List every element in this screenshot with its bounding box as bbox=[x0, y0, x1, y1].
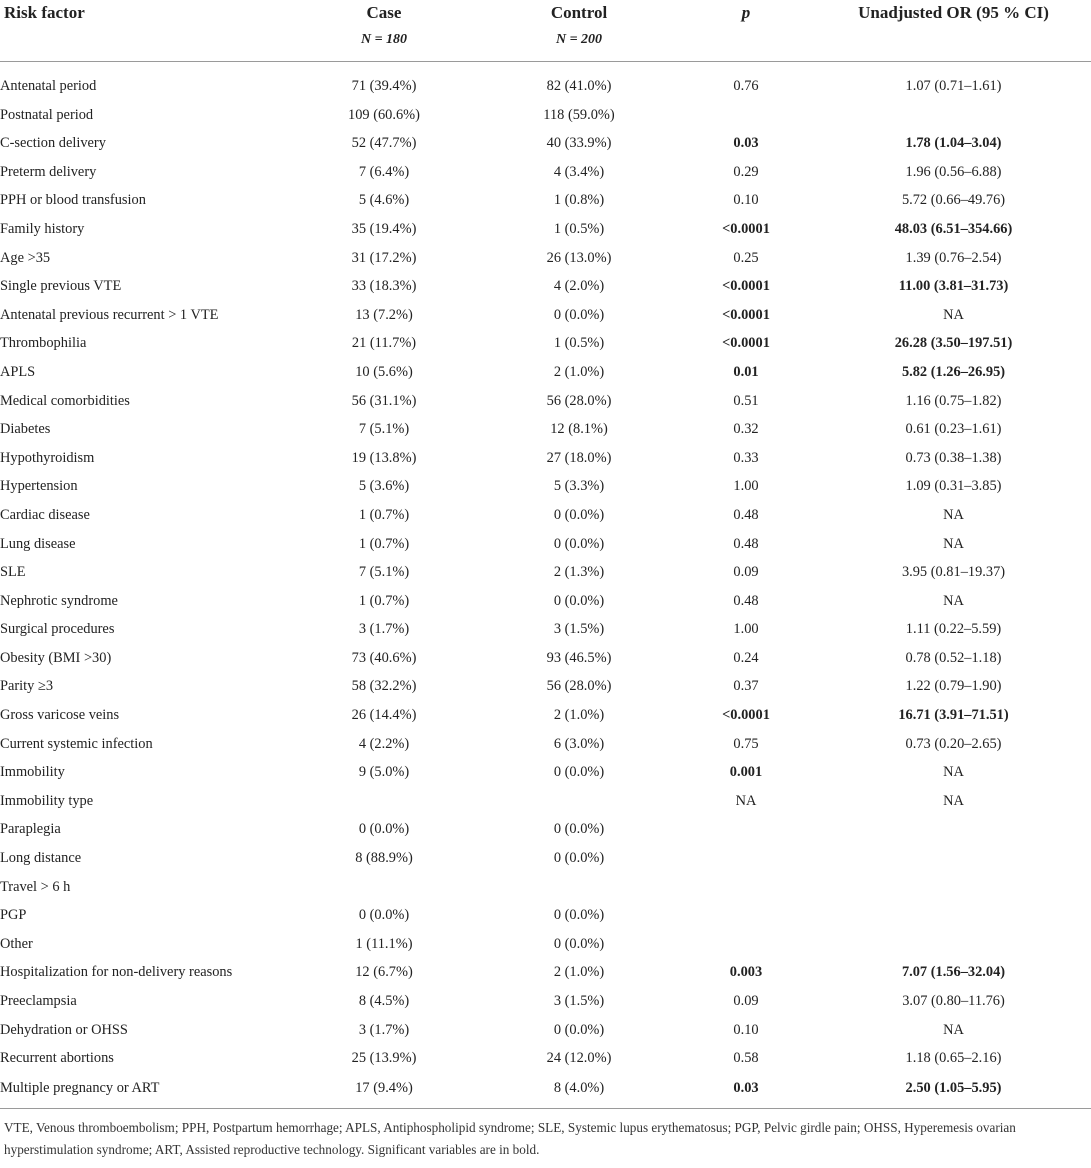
cell-control: 3 (1.5%) bbox=[553, 621, 605, 638]
cell-p-value: 0.10 bbox=[733, 1021, 759, 1038]
cell-risk-factor: C-section delivery bbox=[0, 135, 106, 152]
header-risk-factor: Risk factor bbox=[4, 3, 85, 22]
cell-p-value: 0.25 bbox=[733, 249, 759, 266]
cell-control: 0 (0.0%) bbox=[553, 306, 605, 323]
cell-odds-ratio: 0.73 (0.20–2.65) bbox=[905, 735, 1002, 752]
table-row bbox=[0, 244, 1091, 273]
cell-risk-factor: Thrombophilia bbox=[0, 335, 87, 352]
cell-control: 0 (0.0%) bbox=[553, 535, 605, 552]
cell-control: 1 (0.8%) bbox=[553, 192, 605, 209]
header-control-n bbox=[482, 27, 676, 62]
cell-odds-ratio: NA bbox=[943, 1021, 964, 1038]
cell-control: 2 (1.0%) bbox=[553, 707, 605, 724]
cell-p-value: 0.09 bbox=[733, 564, 759, 581]
cell-control: 0 (0.0%) bbox=[553, 1021, 605, 1038]
cell-case: 1 (11.1%) bbox=[355, 935, 413, 952]
cell-odds-ratio: NA bbox=[943, 306, 964, 323]
control-n-label: N = 200 bbox=[555, 32, 603, 47]
cell-odds-ratio: 26.28 (3.50–197.51) bbox=[894, 335, 1013, 352]
cell-risk-factor: Medical comorbidities bbox=[0, 392, 130, 409]
cell-odds-ratio: 1.11 (0.22–5.59) bbox=[905, 621, 1002, 638]
cell-risk-factor: SLE bbox=[0, 564, 26, 581]
cell-case: 13 (7.2%) bbox=[355, 306, 413, 323]
table-row bbox=[0, 758, 1091, 787]
cell-control: 12 (8.1%) bbox=[550, 421, 608, 438]
cell-p-value bbox=[676, 101, 816, 130]
cell-odds-ratio: NA bbox=[943, 592, 964, 609]
table-row bbox=[0, 930, 1091, 959]
cell-risk-factor: Recurrent abortions bbox=[0, 1050, 114, 1067]
cell-risk-factor: Paraplegia bbox=[0, 821, 61, 838]
table-row bbox=[0, 272, 1091, 301]
cell-odds-ratio: NA bbox=[943, 506, 964, 523]
cell-odds-ratio: 1.22 (0.79–1.90) bbox=[905, 678, 1002, 695]
cell-odds-ratio: 1.07 (0.71–1.61) bbox=[905, 78, 1002, 94]
table-body bbox=[0, 62, 1091, 1104]
cell-p-value bbox=[676, 844, 816, 873]
cell-case: 71 (39.4%) bbox=[351, 78, 417, 94]
cell-control: 0 (0.0%) bbox=[553, 907, 605, 924]
cell-risk-factor: Surgical procedures bbox=[0, 621, 115, 638]
cell-risk-factor: Hypothyroidism bbox=[0, 449, 95, 466]
cell-case: 3 (1.7%) bbox=[358, 621, 410, 638]
table-row bbox=[0, 558, 1091, 587]
cell-p-value: 0.10 bbox=[733, 192, 759, 209]
cell-risk-factor: Family history bbox=[0, 220, 85, 237]
table-row bbox=[0, 787, 1091, 816]
header-spacer bbox=[816, 27, 1091, 62]
cell-risk-factor: Diabetes bbox=[0, 421, 51, 438]
cell-risk-factor: Current systemic infection bbox=[0, 735, 153, 752]
header-p-value: p bbox=[741, 3, 751, 22]
cell-odds-ratio: 1.16 (0.75–1.82) bbox=[905, 392, 1002, 409]
cell-p-value: 0.75 bbox=[733, 735, 759, 752]
cell-odds-ratio: 5.72 (0.66–49.76) bbox=[901, 192, 1006, 209]
cell-odds-ratio: 3.95 (0.81–19.37) bbox=[901, 564, 1006, 581]
cell-p-value: 1.00 bbox=[733, 621, 759, 638]
cell-odds-ratio: 5.82 (1.26–26.95) bbox=[901, 363, 1006, 380]
cell-case: 52 (47.7%) bbox=[351, 135, 417, 152]
table-row bbox=[0, 329, 1091, 358]
cell-case: 7 (5.1%) bbox=[358, 564, 410, 581]
header-case-n bbox=[286, 27, 482, 62]
cell-risk-factor: Dehydration or OHSS bbox=[0, 1021, 128, 1038]
table-row bbox=[0, 987, 1091, 1016]
cell-control: 118 (59.0%) bbox=[543, 106, 615, 123]
cell-p-value: 0.001 bbox=[729, 764, 763, 781]
cell-odds-ratio: NA bbox=[943, 764, 964, 781]
cell-p-value: 0.51 bbox=[733, 392, 759, 409]
table-row bbox=[0, 958, 1091, 987]
cell-risk-factor: Hospitalization for non-delivery reasons bbox=[0, 964, 233, 981]
cell-risk-factor: Age >35 bbox=[0, 249, 51, 266]
cell-case: 5 (4.6%) bbox=[358, 192, 410, 209]
table-row bbox=[0, 873, 1091, 902]
cell-odds-ratio bbox=[816, 873, 1091, 902]
cell-odds-ratio: 2.50 (1.05–5.95) bbox=[905, 1079, 1002, 1096]
table-row bbox=[0, 501, 1091, 530]
cell-p-value bbox=[676, 873, 816, 902]
table-row bbox=[0, 730, 1091, 759]
header-case: Case bbox=[366, 3, 402, 22]
cell-control: 0 (0.0%) bbox=[553, 935, 605, 952]
cell-p-value: 0.003 bbox=[729, 964, 763, 981]
case-n-label: N = 180 bbox=[360, 32, 408, 47]
cell-risk-factor: Antenatal previous recurrent > 1 VTE bbox=[0, 306, 219, 323]
table-row bbox=[0, 415, 1091, 444]
cell-risk-factor: PPH or blood transfusion bbox=[0, 192, 146, 209]
table-row bbox=[0, 444, 1091, 473]
cell-control: 2 (1.0%) bbox=[553, 363, 605, 380]
cell-odds-ratio: 0.61 (0.23–1.61) bbox=[905, 421, 1002, 438]
table-row bbox=[0, 587, 1091, 616]
header-spacer bbox=[0, 27, 286, 62]
cell-risk-factor: Preeclampsia bbox=[0, 993, 77, 1009]
header-spacer bbox=[676, 27, 816, 62]
cell-risk-factor: Immobility type bbox=[0, 792, 94, 809]
table-row bbox=[0, 530, 1091, 559]
table-footnote: VTE, Venous thromboembolism; PPH, Postpartum hemorrhage; APLS, Antiphospholipid syndrome; SLE, Systemic lupus erythematosus; PGP, Pelvic girdle pain; OHSS, Hyperemesis ovarian hyperstimulation syndrome; ART, Assisted reproductive technology. Significant variables are in bold. bbox=[0, 1108, 1091, 1161]
cell-odds-ratio: 1.78 (1.04–3.04) bbox=[905, 135, 1002, 152]
cell-risk-factor: Antenatal period bbox=[0, 78, 97, 94]
cell-p-value bbox=[676, 901, 816, 930]
cell-risk-factor: Parity ≥3 bbox=[0, 678, 54, 695]
cell-control: 5 (3.3%) bbox=[553, 478, 605, 495]
cell-control: 0 (0.0%) bbox=[553, 592, 605, 609]
table-header bbox=[0, 0, 1091, 62]
cell-case: 17 (9.4%) bbox=[355, 1079, 413, 1096]
cell-case bbox=[286, 873, 482, 902]
cell-p-value: 0.03 bbox=[733, 1079, 759, 1096]
cell-p-value: 0.03 bbox=[733, 135, 759, 152]
cell-case: 9 (5.0%) bbox=[358, 764, 410, 781]
cell-p-value: <0.0001 bbox=[722, 278, 770, 295]
cell-risk-factor: APLS bbox=[0, 363, 36, 380]
cell-case: 5 (3.6%) bbox=[358, 478, 410, 495]
cell-p-value: NA bbox=[735, 792, 757, 809]
cell-control: 8 (4.0%) bbox=[553, 1079, 605, 1096]
cell-control: 56 (28.0%) bbox=[546, 678, 612, 695]
cell-p-value: <0.0001 bbox=[722, 707, 770, 724]
cell-control: 27 (18.0%) bbox=[546, 449, 612, 466]
cell-control: 40 (33.9%) bbox=[546, 135, 612, 152]
table-row bbox=[0, 672, 1091, 701]
cell-case: 109 (60.6%) bbox=[348, 106, 420, 123]
cell-case: 0 (0.0%) bbox=[358, 907, 410, 924]
cell-control: 82 (41.0%) bbox=[546, 78, 612, 94]
cell-p-value: 0.48 bbox=[733, 592, 759, 609]
cell-case: 8 (88.9%) bbox=[355, 850, 413, 867]
cell-case: 56 (31.1%) bbox=[351, 392, 417, 409]
cell-control: 3 (1.5%) bbox=[553, 993, 605, 1009]
table-row bbox=[0, 644, 1091, 673]
cell-p-value: 0.32 bbox=[733, 421, 759, 438]
cell-control bbox=[482, 873, 676, 902]
cell-odds-ratio bbox=[816, 901, 1091, 930]
cell-p-value: 0.48 bbox=[733, 535, 759, 552]
cell-control: 0 (0.0%) bbox=[553, 821, 605, 838]
cell-risk-factor: Preterm delivery bbox=[0, 163, 97, 180]
cell-risk-factor: Cardiac disease bbox=[0, 506, 90, 523]
cell-control: 26 (13.0%) bbox=[546, 249, 612, 266]
cell-odds-ratio bbox=[816, 930, 1091, 959]
cell-p-value: 0.76 bbox=[733, 78, 759, 94]
table-row bbox=[0, 358, 1091, 387]
cell-case: 1 (0.7%) bbox=[358, 535, 410, 552]
cell-odds-ratio: 16.71 (3.91–71.51) bbox=[898, 707, 1009, 724]
cell-case: 8 (4.5%) bbox=[358, 993, 410, 1009]
cell-risk-factor: Single previous VTE bbox=[0, 278, 122, 295]
cell-odds-ratio: 7.07 (1.56–32.04) bbox=[901, 964, 1006, 981]
cell-case: 58 (32.2%) bbox=[351, 678, 417, 695]
cell-risk-factor: Multiple pregnancy or ART bbox=[0, 1079, 160, 1096]
table-row bbox=[0, 215, 1091, 244]
cell-risk-factor: Travel > 6 h bbox=[0, 878, 71, 895]
cell-odds-ratio bbox=[816, 844, 1091, 873]
table-row bbox=[0, 72, 1091, 101]
cell-case bbox=[286, 787, 482, 816]
cell-control bbox=[482, 787, 676, 816]
table-row bbox=[0, 1016, 1091, 1045]
cell-risk-factor: Nephrotic syndrome bbox=[0, 592, 118, 609]
cell-case: 19 (13.8%) bbox=[351, 449, 417, 466]
table-row bbox=[0, 472, 1091, 501]
cell-control: 0 (0.0%) bbox=[553, 850, 605, 867]
table-row bbox=[0, 129, 1091, 158]
table-row bbox=[0, 101, 1091, 130]
table-row bbox=[0, 815, 1091, 844]
table-row bbox=[0, 158, 1091, 187]
cell-p-value bbox=[676, 930, 816, 959]
cell-p-value: <0.0001 bbox=[722, 220, 770, 237]
cell-odds-ratio: 3.07 (0.80–11.76) bbox=[902, 993, 1005, 1009]
cell-risk-factor: PGP bbox=[0, 907, 27, 924]
cell-control: 0 (0.0%) bbox=[553, 764, 605, 781]
cell-control: 1 (0.5%) bbox=[553, 220, 605, 237]
cell-p-value bbox=[676, 815, 816, 844]
cell-p-value: 0.58 bbox=[733, 1050, 759, 1067]
cell-odds-ratio bbox=[816, 101, 1091, 130]
cell-odds-ratio: 1.18 (0.65–2.16) bbox=[905, 1050, 1002, 1067]
cell-odds-ratio: 1.09 (0.31–3.85) bbox=[905, 478, 1002, 495]
cell-control: 4 (2.0%) bbox=[553, 278, 605, 295]
cell-case: 7 (5.1%) bbox=[358, 421, 410, 438]
header-odds-ratio: Unadjusted OR (95 % CI) bbox=[858, 3, 1049, 22]
cell-p-value: 1.00 bbox=[733, 478, 759, 495]
cell-case: 1 (0.7%) bbox=[358, 592, 410, 609]
cell-case: 33 (18.3%) bbox=[351, 278, 417, 295]
cell-control: 56 (28.0%) bbox=[546, 392, 612, 409]
cell-case: 31 (17.2%) bbox=[351, 249, 417, 266]
table-row bbox=[0, 301, 1091, 330]
table-row bbox=[0, 901, 1091, 930]
cell-risk-factor: Gross varicose veins bbox=[0, 707, 120, 724]
cell-case: 21 (11.7%) bbox=[351, 335, 417, 352]
header-control: Control bbox=[550, 3, 608, 22]
cell-case: 10 (5.6%) bbox=[355, 363, 413, 380]
cell-odds-ratio: 0.73 (0.38–1.38) bbox=[905, 449, 1002, 466]
cell-risk-factor: Long distance bbox=[0, 850, 82, 867]
cell-control: 2 (1.0%) bbox=[553, 964, 605, 981]
cell-risk-factor: Other bbox=[0, 935, 33, 952]
table-row bbox=[0, 186, 1091, 215]
table-row bbox=[0, 1044, 1091, 1073]
cell-case: 12 (6.7%) bbox=[355, 964, 413, 981]
cell-case: 25 (13.9%) bbox=[351, 1050, 417, 1067]
cell-control: 4 (3.4%) bbox=[553, 163, 605, 180]
cell-control: 1 (0.5%) bbox=[553, 335, 605, 352]
cell-odds-ratio: 0.78 (0.52–1.18) bbox=[905, 649, 1002, 666]
cell-p-value: 0.37 bbox=[733, 678, 759, 695]
cell-case: 7 (6.4%) bbox=[358, 163, 410, 180]
cell-control: 0 (0.0%) bbox=[553, 506, 605, 523]
cell-case: 1 (0.7%) bbox=[358, 506, 410, 523]
cell-case: 3 (1.7%) bbox=[358, 1021, 410, 1038]
cell-risk-factor: Lung disease bbox=[0, 535, 76, 552]
cell-control: 93 (46.5%) bbox=[546, 649, 612, 666]
table-row bbox=[0, 615, 1091, 644]
table-row bbox=[0, 387, 1091, 416]
cell-case: 26 (14.4%) bbox=[351, 707, 417, 724]
cell-p-value: 0.33 bbox=[733, 449, 759, 466]
cell-p-value: <0.0001 bbox=[722, 335, 770, 352]
cell-odds-ratio: NA bbox=[943, 792, 964, 809]
cell-p-value: 0.24 bbox=[733, 649, 759, 666]
cell-control: 24 (12.0%) bbox=[546, 1050, 612, 1067]
cell-control: 2 (1.3%) bbox=[553, 564, 605, 581]
body-spacer bbox=[0, 62, 1091, 73]
cell-case: 35 (19.4%) bbox=[351, 220, 417, 237]
cell-risk-factor: Obesity (BMI >30) bbox=[0, 649, 112, 666]
cell-p-value: 0.48 bbox=[733, 506, 759, 523]
cell-control: 6 (3.0%) bbox=[553, 735, 605, 752]
cell-odds-ratio bbox=[816, 815, 1091, 844]
cell-p-value: <0.0001 bbox=[722, 306, 770, 323]
cell-risk-factor: Postnatal period bbox=[0, 106, 94, 123]
cell-odds-ratio: 1.39 (0.76–2.54) bbox=[905, 249, 1002, 266]
table-row bbox=[0, 844, 1091, 873]
cell-p-value: 0.29 bbox=[733, 163, 759, 180]
cell-odds-ratio: 1.96 (0.56–6.88) bbox=[905, 163, 1002, 180]
table-row bbox=[0, 701, 1091, 730]
cell-odds-ratio: NA bbox=[943, 535, 964, 552]
cell-odds-ratio: 11.00 (3.81–31.73) bbox=[898, 278, 1009, 295]
cell-case: 73 (40.6%) bbox=[351, 649, 417, 666]
cell-p-value: 0.01 bbox=[733, 363, 759, 380]
cell-risk-factor: Immobility bbox=[0, 764, 65, 781]
cell-case: 4 (2.2%) bbox=[358, 735, 410, 752]
cell-risk-factor: Hypertension bbox=[0, 478, 78, 495]
cell-odds-ratio: 48.03 (6.51–354.66) bbox=[894, 220, 1013, 237]
cell-p-value: 0.09 bbox=[733, 993, 759, 1009]
table-row bbox=[0, 1073, 1091, 1104]
cell-case: 0 (0.0%) bbox=[358, 821, 410, 838]
